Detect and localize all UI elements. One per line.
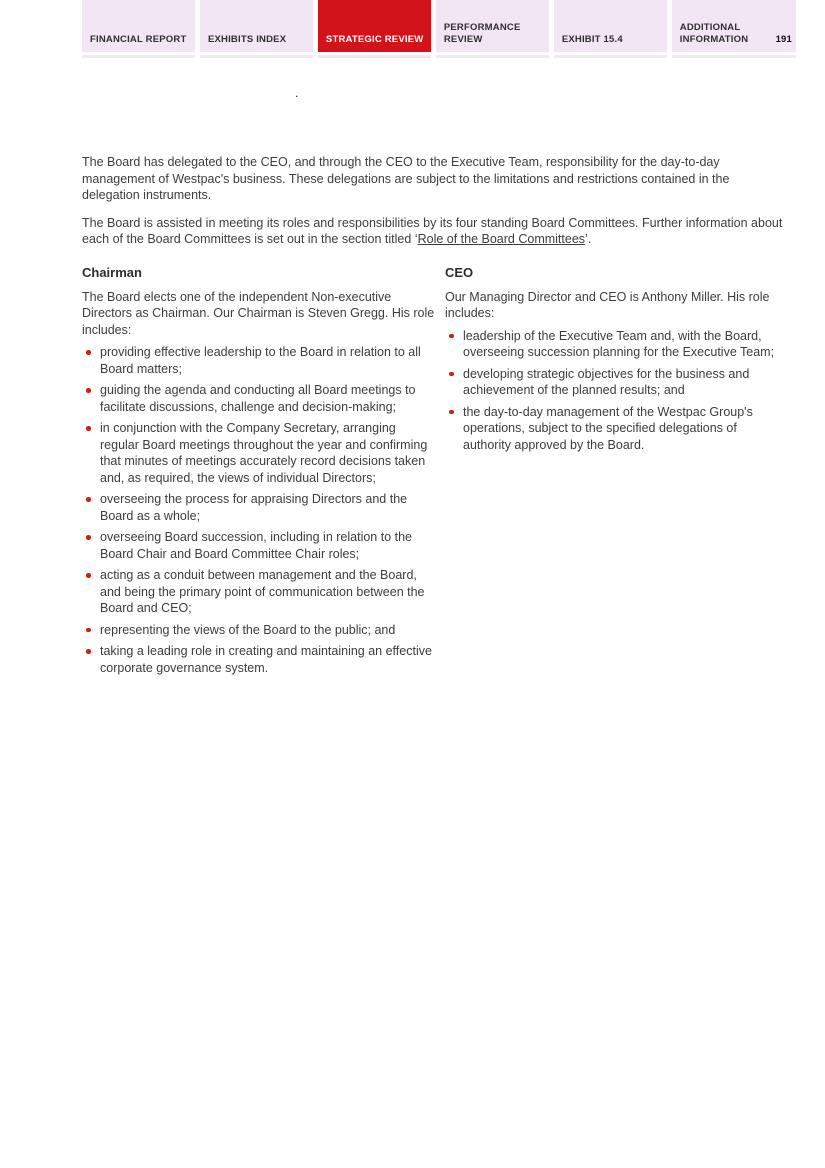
tab-label: ADDITIONAL INFORMATION bbox=[679, 22, 749, 45]
tab-label: FINANCIAL REPORT bbox=[90, 33, 187, 45]
page-number: 191 bbox=[775, 33, 793, 45]
tab-label: EXHIBITS INDEX bbox=[207, 33, 287, 45]
chairman-bullet-list bbox=[82, 344, 437, 676]
tab-label: EXHIBIT 15.4 bbox=[561, 33, 623, 45]
ceo-column bbox=[445, 265, 792, 682]
chairman-intro: The Board elects one of the independent Non-executive Directors as Chairman. Our Chairman is Steven Gregg. His role includes: bbox=[82, 289, 435, 337]
tab-label: STRATEGIC REVIEW bbox=[325, 33, 424, 45]
tab-strip bbox=[554, 55, 667, 58]
ceo-bullet-list bbox=[445, 328, 784, 454]
tab-exhibit-15-4[interactable] bbox=[554, 0, 667, 52]
tab-exhibits-index[interactable] bbox=[200, 0, 313, 52]
intro-paragraph-2-text: The Board is assisted in meeting its roles and responsibilities by its four standing Board Committees. Further information about each of the Board Committees is set out in the section titled ‘ bbox=[82, 215, 783, 246]
intro-paragraph-2-suffix: ’. bbox=[585, 232, 592, 246]
intro-paragraph-2 bbox=[82, 215, 788, 248]
list-item: overseeing the process for appraising Directors and the Board as a whole; bbox=[82, 491, 437, 524]
tab-strip bbox=[318, 55, 431, 58]
chairman-column bbox=[82, 265, 445, 682]
tab-strip bbox=[200, 55, 313, 58]
list-item: acting as a conduit between management and the Board, and being the primary point of communication between the Board and CEO; bbox=[82, 567, 437, 617]
ceo-intro: Our Managing Director and CEO is Anthony Miller. His role includes: bbox=[445, 289, 770, 320]
list-item: providing effective leadership to the Board in relation to all Board matters; bbox=[82, 344, 437, 377]
intro-paragraph-1: The Board has delegated to the CEO, and through the CEO to the Executive Team, responsibility for the day-to-day management of Westpac's business. These delegations are subject to the limitations and restrictions contained in the delegation instruments. bbox=[82, 155, 730, 202]
stray-period-mark: . bbox=[295, 86, 299, 100]
list-item: developing strategic objectives for the business and achievement of the planned results; and bbox=[445, 366, 784, 399]
tab-strategic-review[interactable] bbox=[318, 0, 431, 52]
header-tab-bar bbox=[82, 0, 796, 52]
tab-strip bbox=[82, 55, 195, 58]
tab-performance-review[interactable] bbox=[436, 0, 549, 52]
tab-strip bbox=[672, 55, 796, 58]
role-of-board-committees-link[interactable]: Role of the Board Committees bbox=[417, 232, 586, 246]
main-content bbox=[82, 154, 792, 681]
list-item: overseeing Board succession, including in relation to the Board Chair and Board Committee Chair roles; bbox=[82, 529, 437, 562]
chairman-heading: Chairman bbox=[82, 264, 142, 280]
tab-additional-information[interactable] bbox=[672, 0, 796, 52]
ceo-heading: CEO bbox=[445, 264, 474, 280]
list-item: leadership of the Executive Team and, with the Board, overseeing succession planning for the Executive Team; bbox=[445, 328, 784, 361]
list-item: taking a leading role in creating and maintaining an effective corporate governance system. bbox=[82, 643, 437, 676]
list-item: the day-to-day management of the Westpac Group's operations, subject to the specified delegations of authority approved by the Board. bbox=[445, 404, 784, 454]
tab-financial-report[interactable] bbox=[82, 0, 195, 52]
tab-label: PERFORMANCE REVIEW bbox=[443, 22, 521, 45]
list-item: representing the views of the Board to the public; and bbox=[82, 622, 437, 639]
tab-shadow-strips bbox=[82, 55, 796, 58]
two-column-section bbox=[82, 265, 792, 682]
list-item: in conjunction with the Company Secretary, arranging regular Board meetings throughout the year and confirming that minutes of meetings accurately record decisions taken and, as required, the views of individual Directors; bbox=[82, 420, 437, 486]
list-item: guiding the agenda and conducting all Board meetings to facilitate discussions, challenge and decision-making; bbox=[82, 382, 437, 415]
tab-strip bbox=[436, 55, 549, 58]
